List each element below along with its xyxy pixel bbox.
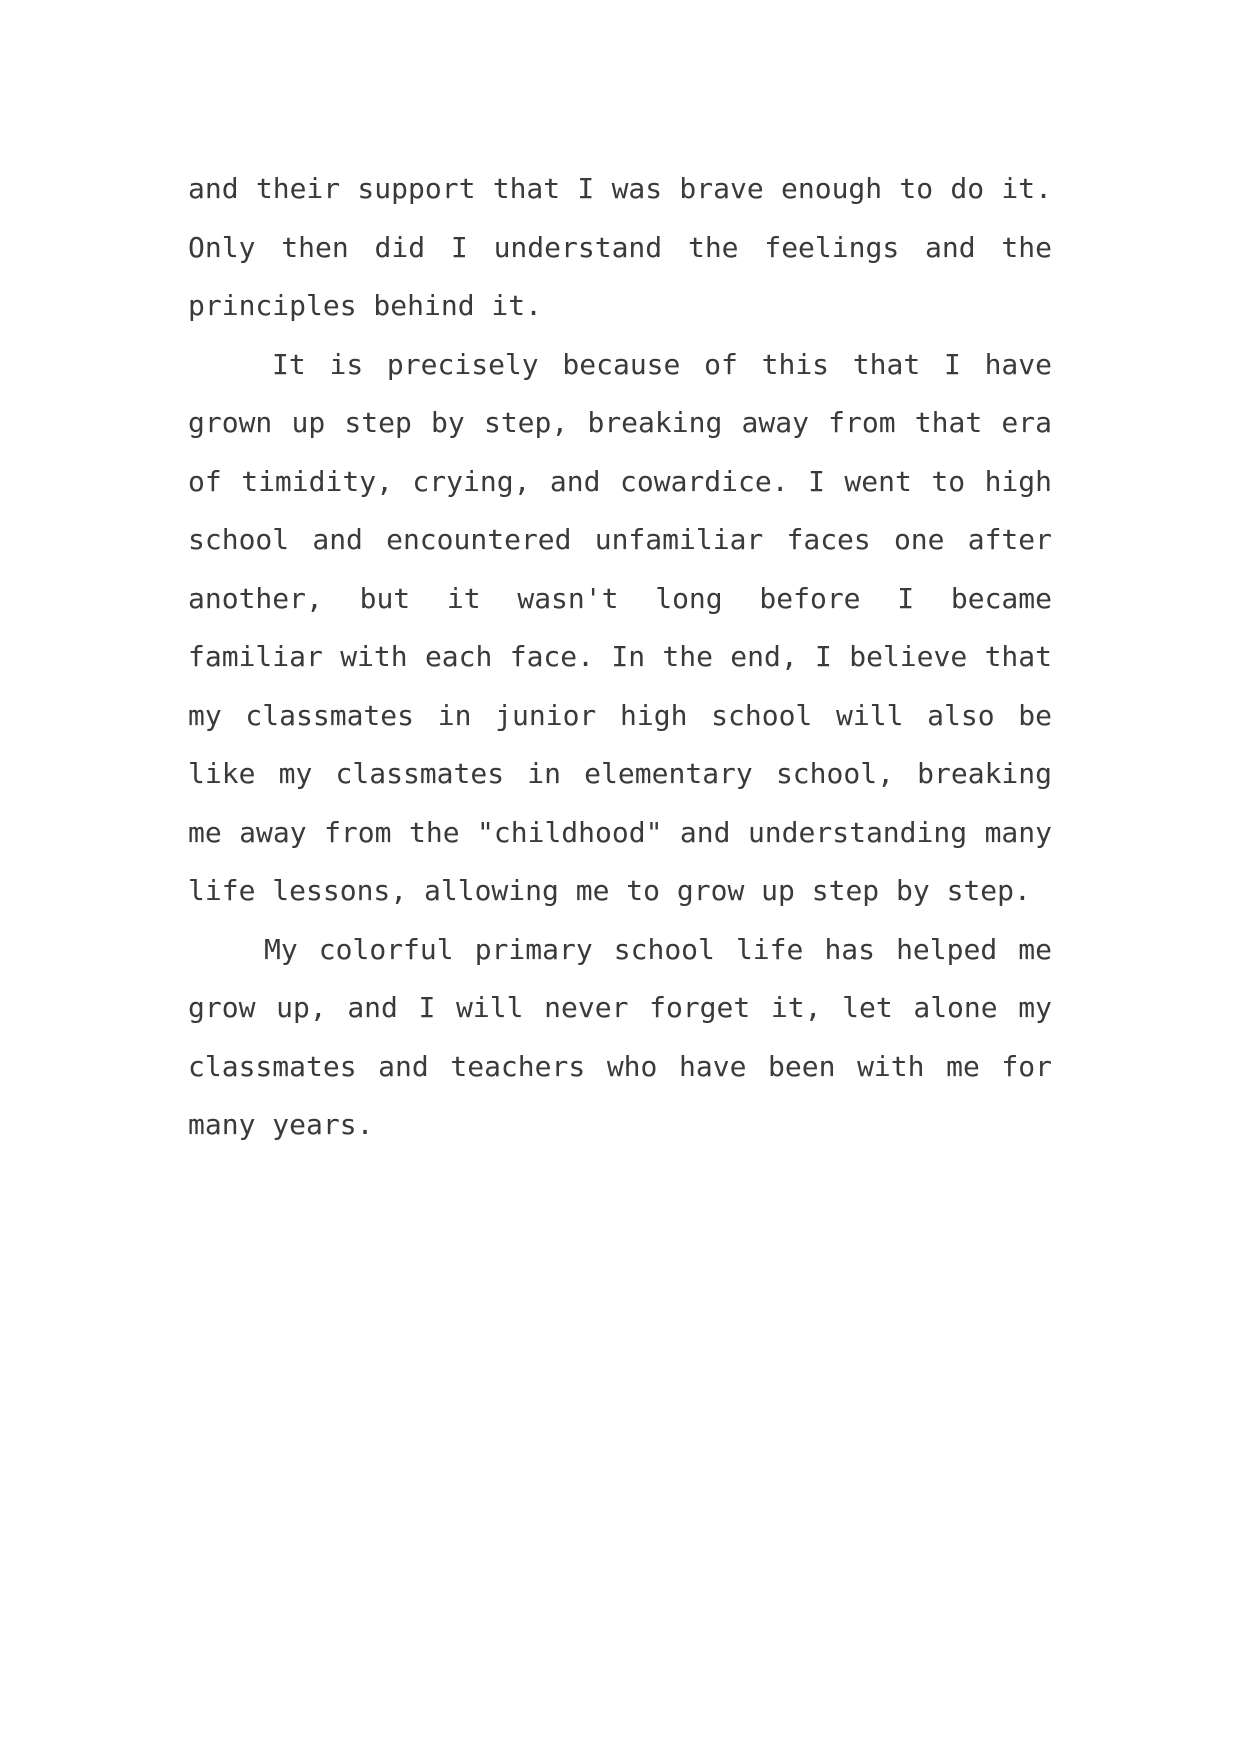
text-line: me away from the "childhood" and understanding many [188, 815, 1052, 849]
text-line: like my classmates in elementary school, breaking [188, 757, 1052, 790]
text-line: principles behind it. [188, 289, 543, 322]
text-line: classmates and teachers who have been with me for [188, 1049, 1052, 1083]
text-line: many years. [188, 1108, 374, 1141]
text-line: Only then did I understand the feelings and the [188, 230, 1052, 264]
text-line: familiar with each face. In the end, I believe that [188, 640, 1052, 673]
text-line: It is precisely because of this that I have [272, 347, 1052, 381]
text-line: grow up, and I will never forget it, let alone my [188, 991, 1052, 1024]
paragraph-1 [188, 160, 1052, 336]
text-line: and their support that I was brave enough to do it. [188, 172, 1052, 205]
text-line: grown up step by step, breaking away from that era [188, 406, 1052, 439]
body-text [188, 160, 1052, 1155]
text-line: My colorful primary school life has helped me [264, 932, 1052, 966]
text-line: another, but it wasn't long before I became [188, 581, 1052, 615]
paragraph-2 [188, 336, 1052, 921]
text-line: of timidity, crying, and cowardice. I went to high [188, 464, 1052, 498]
text-line: my classmates in junior high school will also be [188, 698, 1052, 732]
text-line: school and encountered unfamiliar faces one after [188, 523, 1052, 556]
paragraph-3 [188, 921, 1052, 1155]
text-line: life lessons, allowing me to grow up step by step. [188, 874, 1031, 907]
